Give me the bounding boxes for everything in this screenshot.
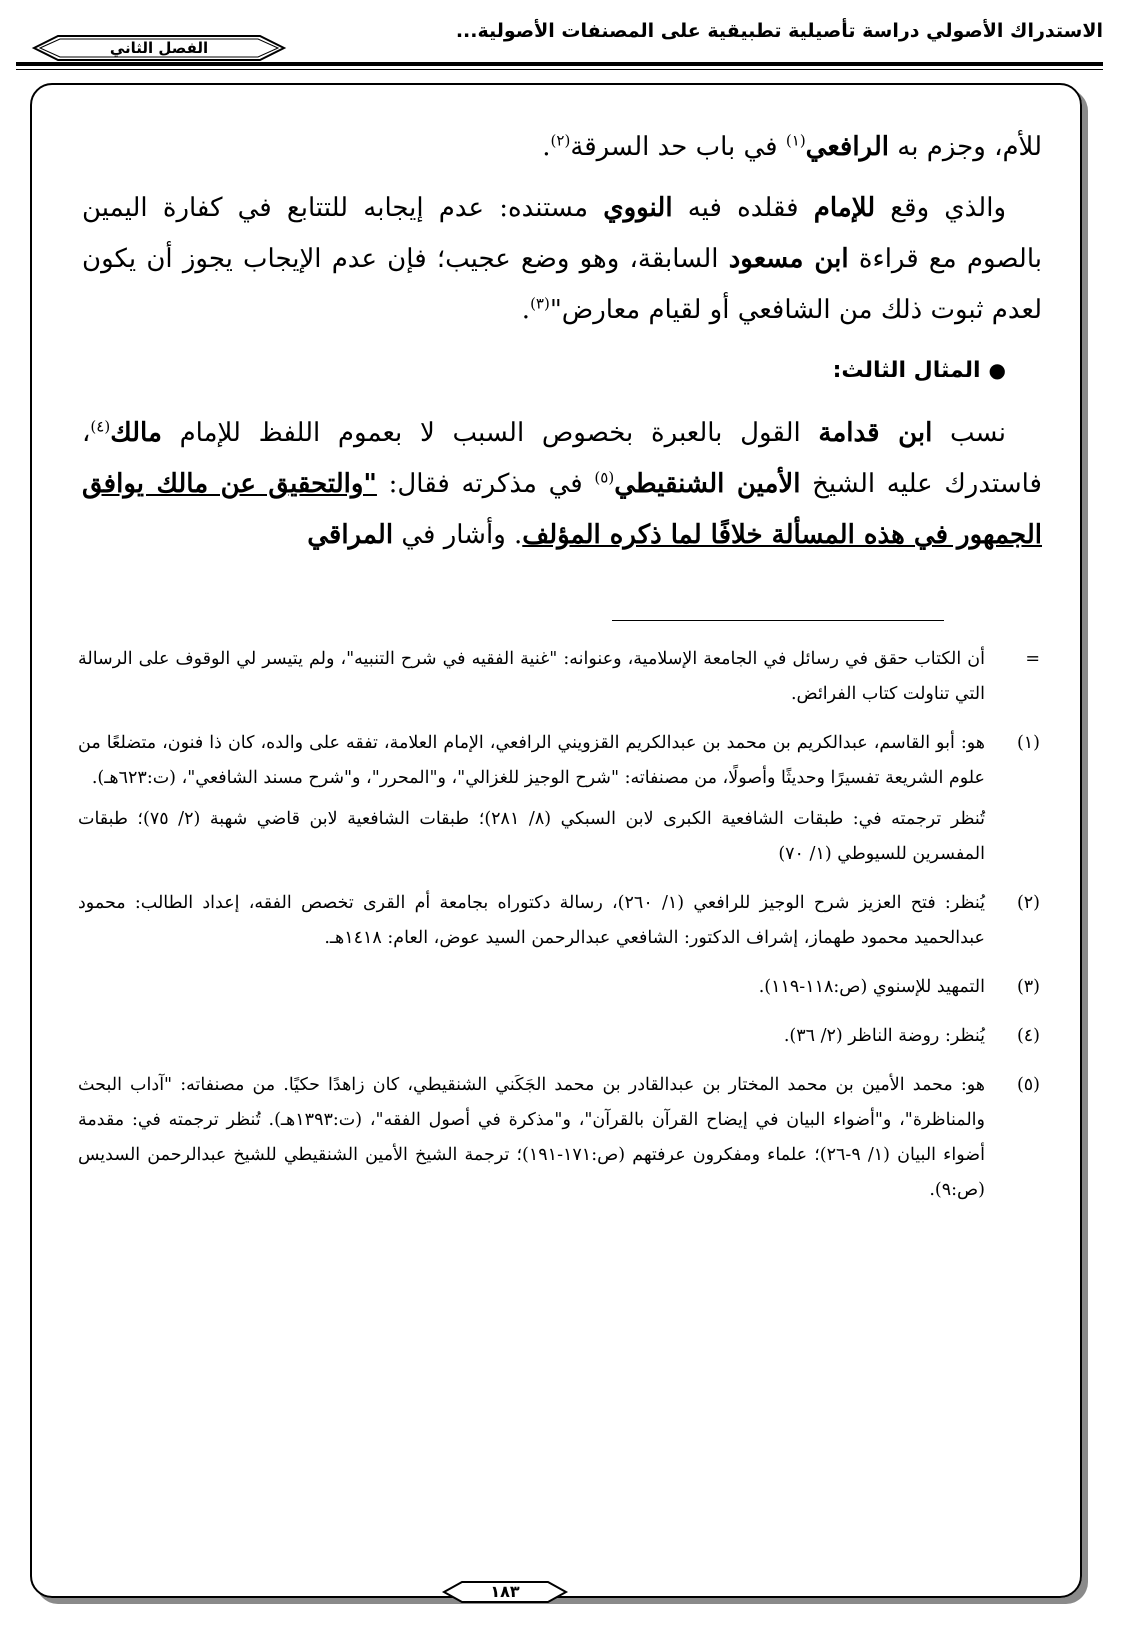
header-rule-thick	[16, 62, 1103, 66]
footnote-line: أن الكتاب حقق في رسائل في الجامعة الإسلامية، وعنوانه: "غنية الفقيه في شرح التنبيه"، ولم يتيسر لي الوقوف على الرسالة التي تناولت كتاب الفرائض.	[78, 649, 985, 704]
page-number-badge	[440, 1578, 570, 1606]
footnote-line: يُنظر: فتح العزيز شرح الوجيز للرافعي (١/ ٢٦٠)، رسالة دكتوراه بجامعة أم القرى تخصص الفقه، إعداد الطالب: محمود عبدالحميد محمود طهماز، إشراف الدكتور: الشافعي عبدالرحمن السيد عوض، العام: ١٤١٨هـ.	[78, 893, 985, 948]
p2-text-g: السابقة، وهو وضع عجيب؛ فإن عدم الإيجاب يجوز أن يكون لعدم ثبوت ذلك من الشافعي أو لقيام معارض"	[82, 244, 1042, 325]
footnote-line: يُنظر: روضة الناظر (٢/ ٣٦).	[783, 1026, 985, 1046]
footnote-body	[78, 726, 985, 878]
footnote-3	[78, 970, 1040, 1011]
p3-ibn-qudama: ابن قدامة	[818, 418, 933, 448]
footnote-line: هو: أبو القاسم، عبدالكريم بن محمد بن عبدالكريم القزويني الرافعي، الإمام العلامة، تفقه على والده، كان ذا فنون، متضلعًا من علوم الشريعة تفسيرًا وحديثًا وأصولًا، من مصنفاته: "شرح الوجيز للغزالي"، و"المحرر"، و"شرح مسند الشافعي"، (ت:٦٢٣هـ).	[78, 733, 985, 788]
footnote-5	[78, 1068, 1040, 1214]
p3-maraqi: المراقي	[307, 520, 394, 550]
main-text	[82, 122, 1042, 561]
footnotes	[78, 642, 1040, 1222]
footnote-line: تُنظر ترجمته في: طبقات الشافعية الكبرى لابن السبكي (٨/ ٢٨١)؛ طبقات الشافعية لابن قاضي شهبة (٢/ ٧٥)؛ طبقات المفسرين للسيوطي (١/ ٧٠)	[78, 809, 986, 864]
p3-text-g: في مذكرته فقال:	[376, 469, 595, 499]
footnote-line: التمهيد للإسنوي (ص:١١٨-١١٩).	[758, 977, 985, 997]
footnote-marker: (٤)	[1016, 1026, 1040, 1046]
p3-malik: مالك	[110, 418, 162, 448]
footnote-body	[78, 970, 985, 1011]
p2-text-e: مستنده: عدم إيجابه للتتابع في كفارة اليمين بالصوم مع قراءة	[82, 193, 1043, 274]
footnote-marker: =	[1025, 649, 1040, 669]
p2-ibn-masud: ابن مسعود	[728, 244, 849, 274]
p1-text-c: في باب حد السرقة	[570, 132, 786, 162]
footnote-marker: (٢)	[1016, 893, 1040, 913]
footnote-ref-4[interactable]: (٤)	[90, 417, 111, 436]
chapter-label: الفصل الثاني	[109, 39, 209, 57]
bullet-icon: ●	[988, 358, 1006, 382]
p3-shinqiti: الأمين الشنقيطي	[614, 469, 801, 499]
p3-text-a: نسب	[932, 418, 1006, 448]
footnote-ref-5[interactable]: (٥)	[594, 468, 615, 487]
book-title: الاستدراك الأصولي دراسة تأصيلية تطبيقية على المصنفات الأصولية...	[455, 20, 1103, 42]
paragraph-3	[82, 408, 1042, 561]
footnote-2	[78, 886, 1040, 962]
footnote-marker: (٥)	[1016, 1075, 1040, 1095]
page-header	[0, 0, 1121, 80]
p2-text-a: والذي وقع	[875, 193, 1006, 223]
footnote-body	[78, 1068, 985, 1214]
chapter-tab	[28, 30, 290, 66]
footnote-marker: (١)	[1016, 733, 1040, 753]
p2-nawawi: النووي	[603, 193, 673, 223]
p2-text-h: .	[521, 295, 531, 325]
p3-text-c: القول بالعبرة بخصوص السبب لا بعموم اللفظ للإمام	[161, 418, 819, 448]
footnote-line: هو: محمد الأمين بن محمد المختار بن عبدالقادر بن محمد الجَكَني الشنقيطي، كان زاهدًا حكيًا. من مصنفاته: "آداب البحث والمناظرة"، و"أضواء البيان في إيضاح القرآن بالقرآن"، و"مذكرة في أصول الفقه"، (ت:١٣٩٣هـ). تُنظر ترجمته في: مقدمة أضواء البيان (١/ ٩-٢٦)؛ علماء ومفكرون عرفتهم (ص:١٧١-١٩١)؛ ترجمة الشيخ الأمين الشنقيطي للشيخ عبدالرحمن السديس (ص:٩).	[78, 1075, 985, 1200]
footnote-separator	[612, 620, 944, 621]
footnote-ref-3[interactable]: (٣)	[530, 294, 550, 313]
p2-text-c: فقلده فيه	[672, 193, 814, 223]
footnote-marker: (٣)	[1016, 977, 1040, 997]
page-number: ١٨٣	[490, 1582, 520, 1601]
footnote-ref-2[interactable]: (٢)	[550, 131, 571, 150]
footnote-ref-1[interactable]: (١)	[785, 131, 806, 150]
section-heading	[82, 344, 1042, 396]
p3-text-e: ، فاستدرك عليه الشيخ	[82, 418, 1042, 499]
paragraph-2	[82, 183, 1042, 336]
footnote-continued	[78, 642, 1040, 718]
header-rule-thin	[16, 69, 1103, 70]
p1-name-rafii: الرافعي	[805, 132, 890, 162]
p1-text-a: للأم، وجزم به	[889, 132, 1042, 162]
footnote-body	[78, 886, 985, 962]
footnote-body	[78, 642, 985, 718]
p3-quote-underlined: "والتحقيق عن مالك يوافق الجمهور في هذه المسألة خلافًا لما ذكره المؤلف	[82, 469, 1042, 550]
p2-imam: للإمام	[813, 193, 876, 223]
p1-text-d: .	[542, 132, 551, 162]
heading-text: المثال الثالث:	[832, 358, 981, 383]
p3-text-i: . وأشار في	[393, 520, 523, 550]
footnote-body	[78, 1019, 985, 1060]
paragraph-1	[82, 122, 1042, 173]
footnote-4	[78, 1019, 1040, 1060]
footnote-1	[78, 726, 1040, 878]
